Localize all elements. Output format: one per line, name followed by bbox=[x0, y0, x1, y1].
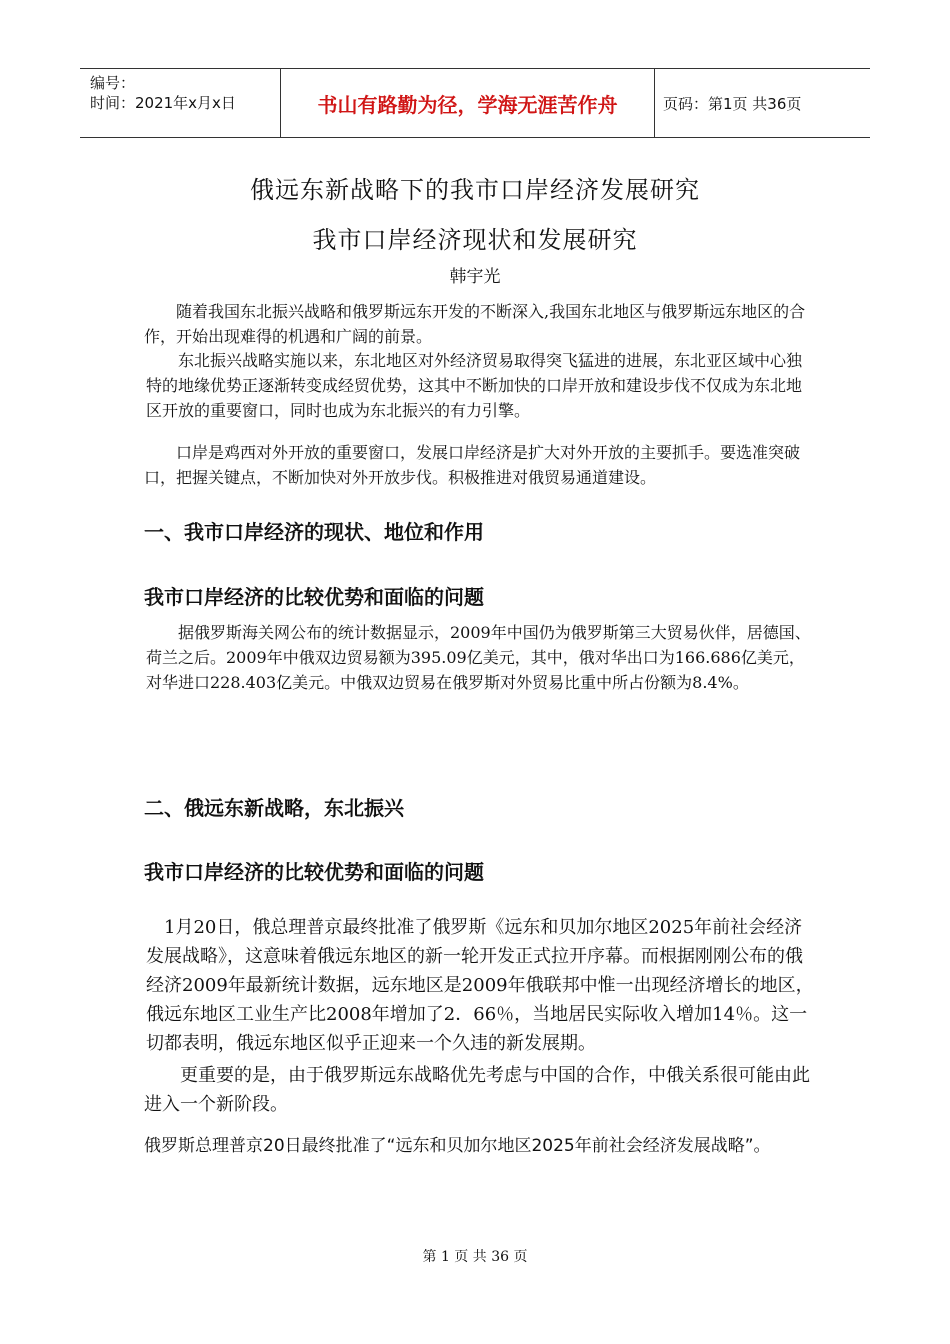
page-header bbox=[80, 68, 870, 138]
page-footer: 第 1 页 共 36 页 bbox=[422, 1249, 528, 1265]
section-1-heading: 一、我市口岸经济的现状、地位和作用 bbox=[144, 520, 484, 544]
document-number-label: 编号： bbox=[90, 74, 136, 92]
header-motto-cell bbox=[281, 69, 655, 137]
intro-paragraph-1: 随着我国东北振兴战略和俄罗斯远东开发的不断深入,我国东北地区与俄罗斯远东地区的合作，开始出现难得的机遇和广阔的前景。 bbox=[144, 302, 806, 346]
section-2-subheading: 我市口岸经济的比较优势和面临的问题 bbox=[144, 860, 484, 884]
header-meta bbox=[80, 69, 281, 137]
section-2-paragraph-2: 更重要的是，由于俄罗斯远东战略优先考虑与中国的合作，中俄关系很可能由此进入一个新阶段。 bbox=[144, 1065, 810, 1115]
intro-paragraph-2: 东北振兴战略实施以来，东北地区对外经济贸易取得突飞猛进的进展，东北亚区域中心独特的地缘优势正逐渐转变成经贸优势，这其中不断加快的口岸开放和建设步伐不仅成为东北地区开放的重要窗口，同时也成为东北振兴的有力引擎。 bbox=[146, 351, 803, 420]
document-author: 韩宇光 bbox=[449, 267, 501, 287]
intro-paragraph-3: 口岸是鸡西对外开放的重要窗口，发展口岸经济是扩大对外开放的主要抓手。要选准突破口，把握关键点，不断加快对外开放步伐。积极推进对俄贸易通道建设。 bbox=[144, 443, 801, 487]
section-2-paragraph-3: 俄罗斯总理普京20日最终批准了“远东和贝加尔地区2025年前社会经济发展战略”。 bbox=[144, 1136, 771, 1156]
header-motto: 书山有路勤为径，学海无涯苦作舟 bbox=[317, 92, 618, 117]
document-subtitle: 我市口岸经济现状和发展研究 bbox=[312, 226, 638, 254]
header-page-info: 页码：第1页 共36页 bbox=[663, 94, 802, 113]
section-2-paragraph-1: 1月20日，俄总理普京最终批准了俄罗斯《远东和贝加尔地区2025年前社会经济发展战略》，这意味着俄远东地区的新一轮开发正式拉开序幕。而根据刚刚公布的俄经济2009年最新统计数据，远东地区是2009年俄联邦中惟一出现经济增长的地区，俄远东地区工业生产比2008年增加了2．66％，当地居民实际收入增加14％。这一切都表明，俄远东地区似乎正迎来一个久违的新发展期。 bbox=[146, 917, 814, 1054]
document-date-label: 时间：2021年x月x日 bbox=[90, 94, 236, 112]
document-title: 俄远东新战略下的我市口岸经济发展研究 bbox=[250, 176, 700, 204]
section-1-paragraph: 据俄罗斯海关网公布的统计数据显示，2009年中国仍为俄罗斯第三大贸易伙伴，居德国、荷兰之后。2009年中俄双边贸易额为395.09亿美元，其中，俄对华出口为166.686亿美元，对华进口228.403亿美元。中俄双边贸易在俄罗斯对外贸易比重中所占份额为8.4%。 bbox=[146, 623, 811, 692]
section-1-subheading: 我市口岸经济的比较优势和面临的问题 bbox=[144, 585, 484, 609]
section-2-heading: 二、俄远东新战略，东北振兴 bbox=[144, 796, 404, 820]
